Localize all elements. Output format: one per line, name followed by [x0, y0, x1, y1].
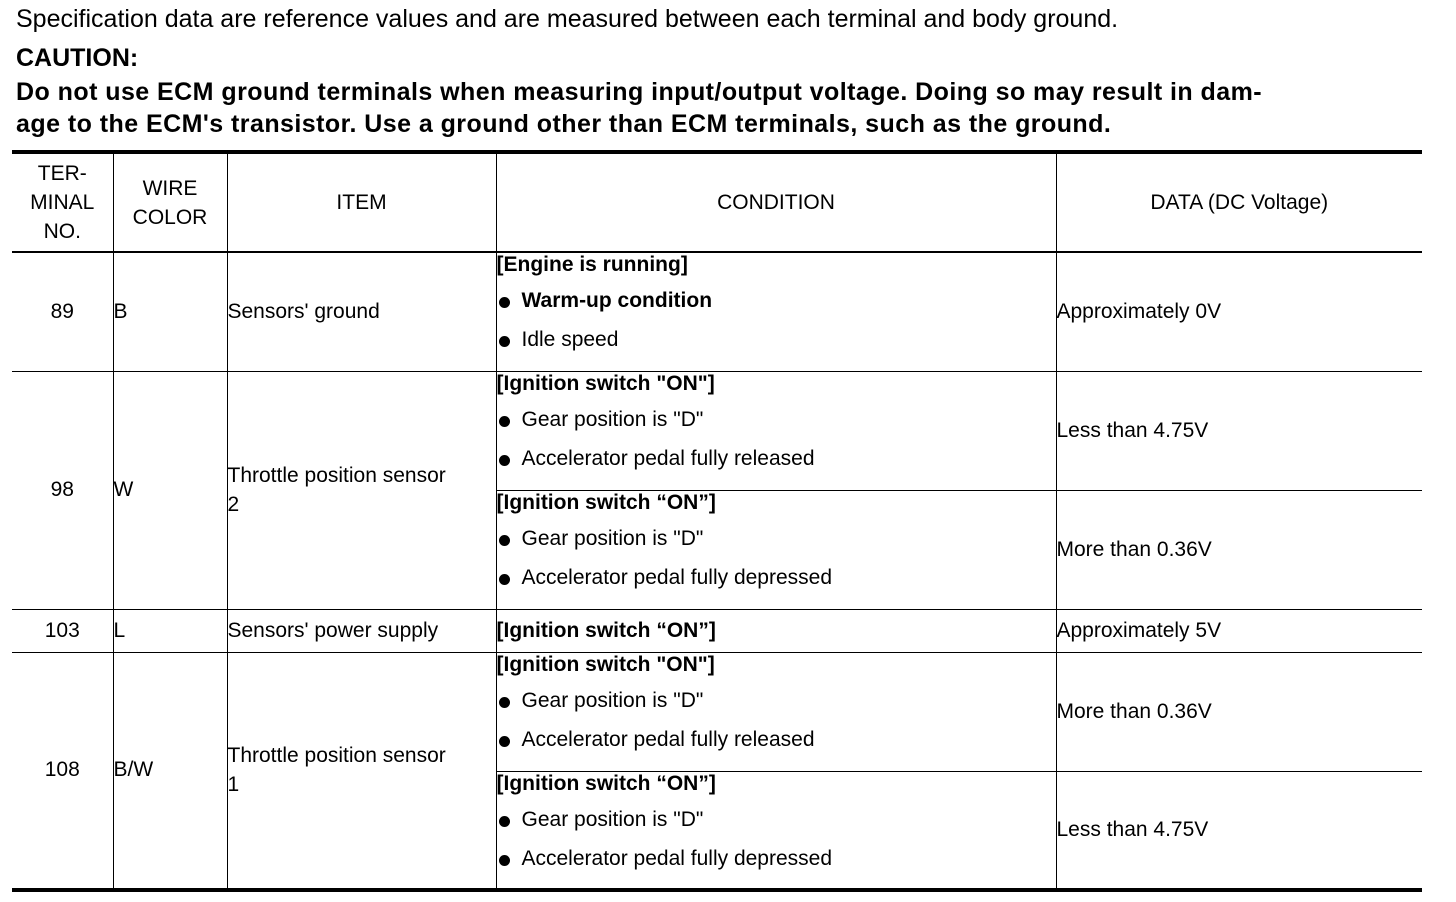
header-item: ITEM: [227, 152, 496, 252]
header-terminal-line: TER-: [37, 162, 87, 185]
table-row: [12, 652, 1422, 771]
condition-cell: [496, 490, 1056, 609]
bullet-icon: [499, 455, 510, 466]
condition-item: [497, 447, 1056, 486]
table-header-row: [12, 152, 1422, 252]
table-row: [12, 252, 1422, 371]
wire-color: B/W: [113, 652, 227, 890]
wire-color: B: [113, 252, 227, 371]
terminal-no: 103: [12, 609, 113, 652]
header-terminal-no: [12, 152, 113, 252]
data-value: Approximately 5V: [1056, 609, 1422, 652]
caution-line-1: Do not use ECM ground terminals when measuring input/output voltage. Doing so may result in dam-: [16, 78, 1263, 106]
condition-cell: [496, 652, 1056, 771]
item-name: [227, 652, 496, 890]
condition-item-text: Gear position is "D": [521, 807, 704, 831]
bullet-icon: [499, 297, 510, 308]
caution-line-2: age to the ECM's transistor. Use a ground other than ECM terminals, such as the ground.: [16, 110, 1112, 138]
header-wire-color: [113, 152, 227, 252]
data-value: More than 0.36V: [1056, 490, 1422, 609]
item-name: Sensors' power supply: [227, 609, 496, 652]
data-value: Less than 4.75V: [1056, 771, 1422, 890]
data-value: More than 0.36V: [1056, 652, 1422, 771]
condition-item: [497, 289, 1056, 328]
table-row: [12, 371, 1422, 490]
condition-item-text: Gear position is "D": [521, 688, 704, 712]
bullet-icon: [499, 416, 510, 427]
terminal-no: 89: [12, 252, 113, 371]
data-value: Less than 4.75V: [1056, 371, 1422, 490]
condition-item-text: Accelerator pedal fully depressed: [521, 565, 833, 589]
condition-cell: [496, 771, 1056, 890]
condition-item-text: Accelerator pedal fully depressed: [521, 846, 833, 870]
wire-color: L: [113, 609, 227, 652]
item-name: [227, 371, 496, 609]
condition-item: [497, 808, 1056, 847]
condition-heading: [Ignition switch "ON"]: [496, 371, 715, 395]
header-data: DATA (DC Voltage): [1056, 152, 1422, 252]
condition-item: [497, 328, 1056, 367]
condition-heading: [Engine is running]: [496, 253, 688, 276]
condition-item-text: Gear position is "D": [521, 407, 704, 431]
item-name-line: Throttle position sensor: [227, 464, 446, 487]
bullet-icon: [499, 855, 510, 866]
bullet-icon: [499, 336, 510, 347]
condition-cell: [496, 252, 1056, 371]
condition-cell: [496, 371, 1056, 490]
item-name-line: Throttle position sensor: [227, 744, 446, 768]
bullet-icon: [499, 697, 510, 708]
header-wire-line: COLOR: [132, 205, 208, 229]
table-row: [12, 609, 1422, 652]
condition-item-text: Accelerator pedal fully released: [521, 446, 815, 470]
condition-heading: [Ignition switch “ON”]: [496, 490, 716, 514]
bullet-icon: [499, 574, 510, 585]
terminal-no: 98: [12, 371, 113, 609]
header-condition: CONDITION: [496, 152, 1056, 252]
caution-text: [16, 76, 1424, 140]
condition-item-text: Idle speed: [521, 328, 619, 351]
item-name-line: 1: [227, 773, 240, 797]
data-value: Approximately 0V: [1056, 252, 1422, 371]
condition-item: [497, 527, 1056, 566]
terminal-spec-table: [12, 150, 1422, 892]
terminal-no: 108: [12, 652, 113, 890]
header-wire-line: WIRE: [142, 176, 198, 200]
header-terminal-line: MINAL: [30, 191, 95, 214]
caution-title: CAUTION:: [16, 44, 139, 72]
condition-item-text: Warm-up condition: [521, 289, 713, 312]
condition-item: [497, 689, 1056, 728]
item-name: Sensors' ground: [227, 252, 496, 371]
condition-heading: [Ignition switch "ON"]: [496, 652, 715, 676]
condition-item-text: Gear position is "D": [521, 526, 704, 550]
bullet-icon: [499, 816, 510, 827]
condition-cell: [496, 609, 1056, 652]
wire-color: W: [113, 371, 227, 609]
intro-text: Specification data are reference values and are measured between each terminal and body ground.: [16, 5, 1119, 33]
condition-heading: [Ignition switch “ON”]: [496, 618, 716, 642]
condition-heading: [Ignition switch “ON”]: [496, 771, 716, 795]
condition-item: [497, 408, 1056, 447]
item-name-line: 2: [227, 493, 240, 516]
condition-item: [497, 566, 1056, 605]
condition-item: [497, 847, 1056, 886]
condition-item-text: Accelerator pedal fully released: [521, 727, 815, 751]
condition-item: [497, 728, 1056, 767]
bullet-icon: [499, 535, 510, 546]
bullet-icon: [499, 736, 510, 747]
header-terminal-line: NO.: [43, 220, 81, 243]
